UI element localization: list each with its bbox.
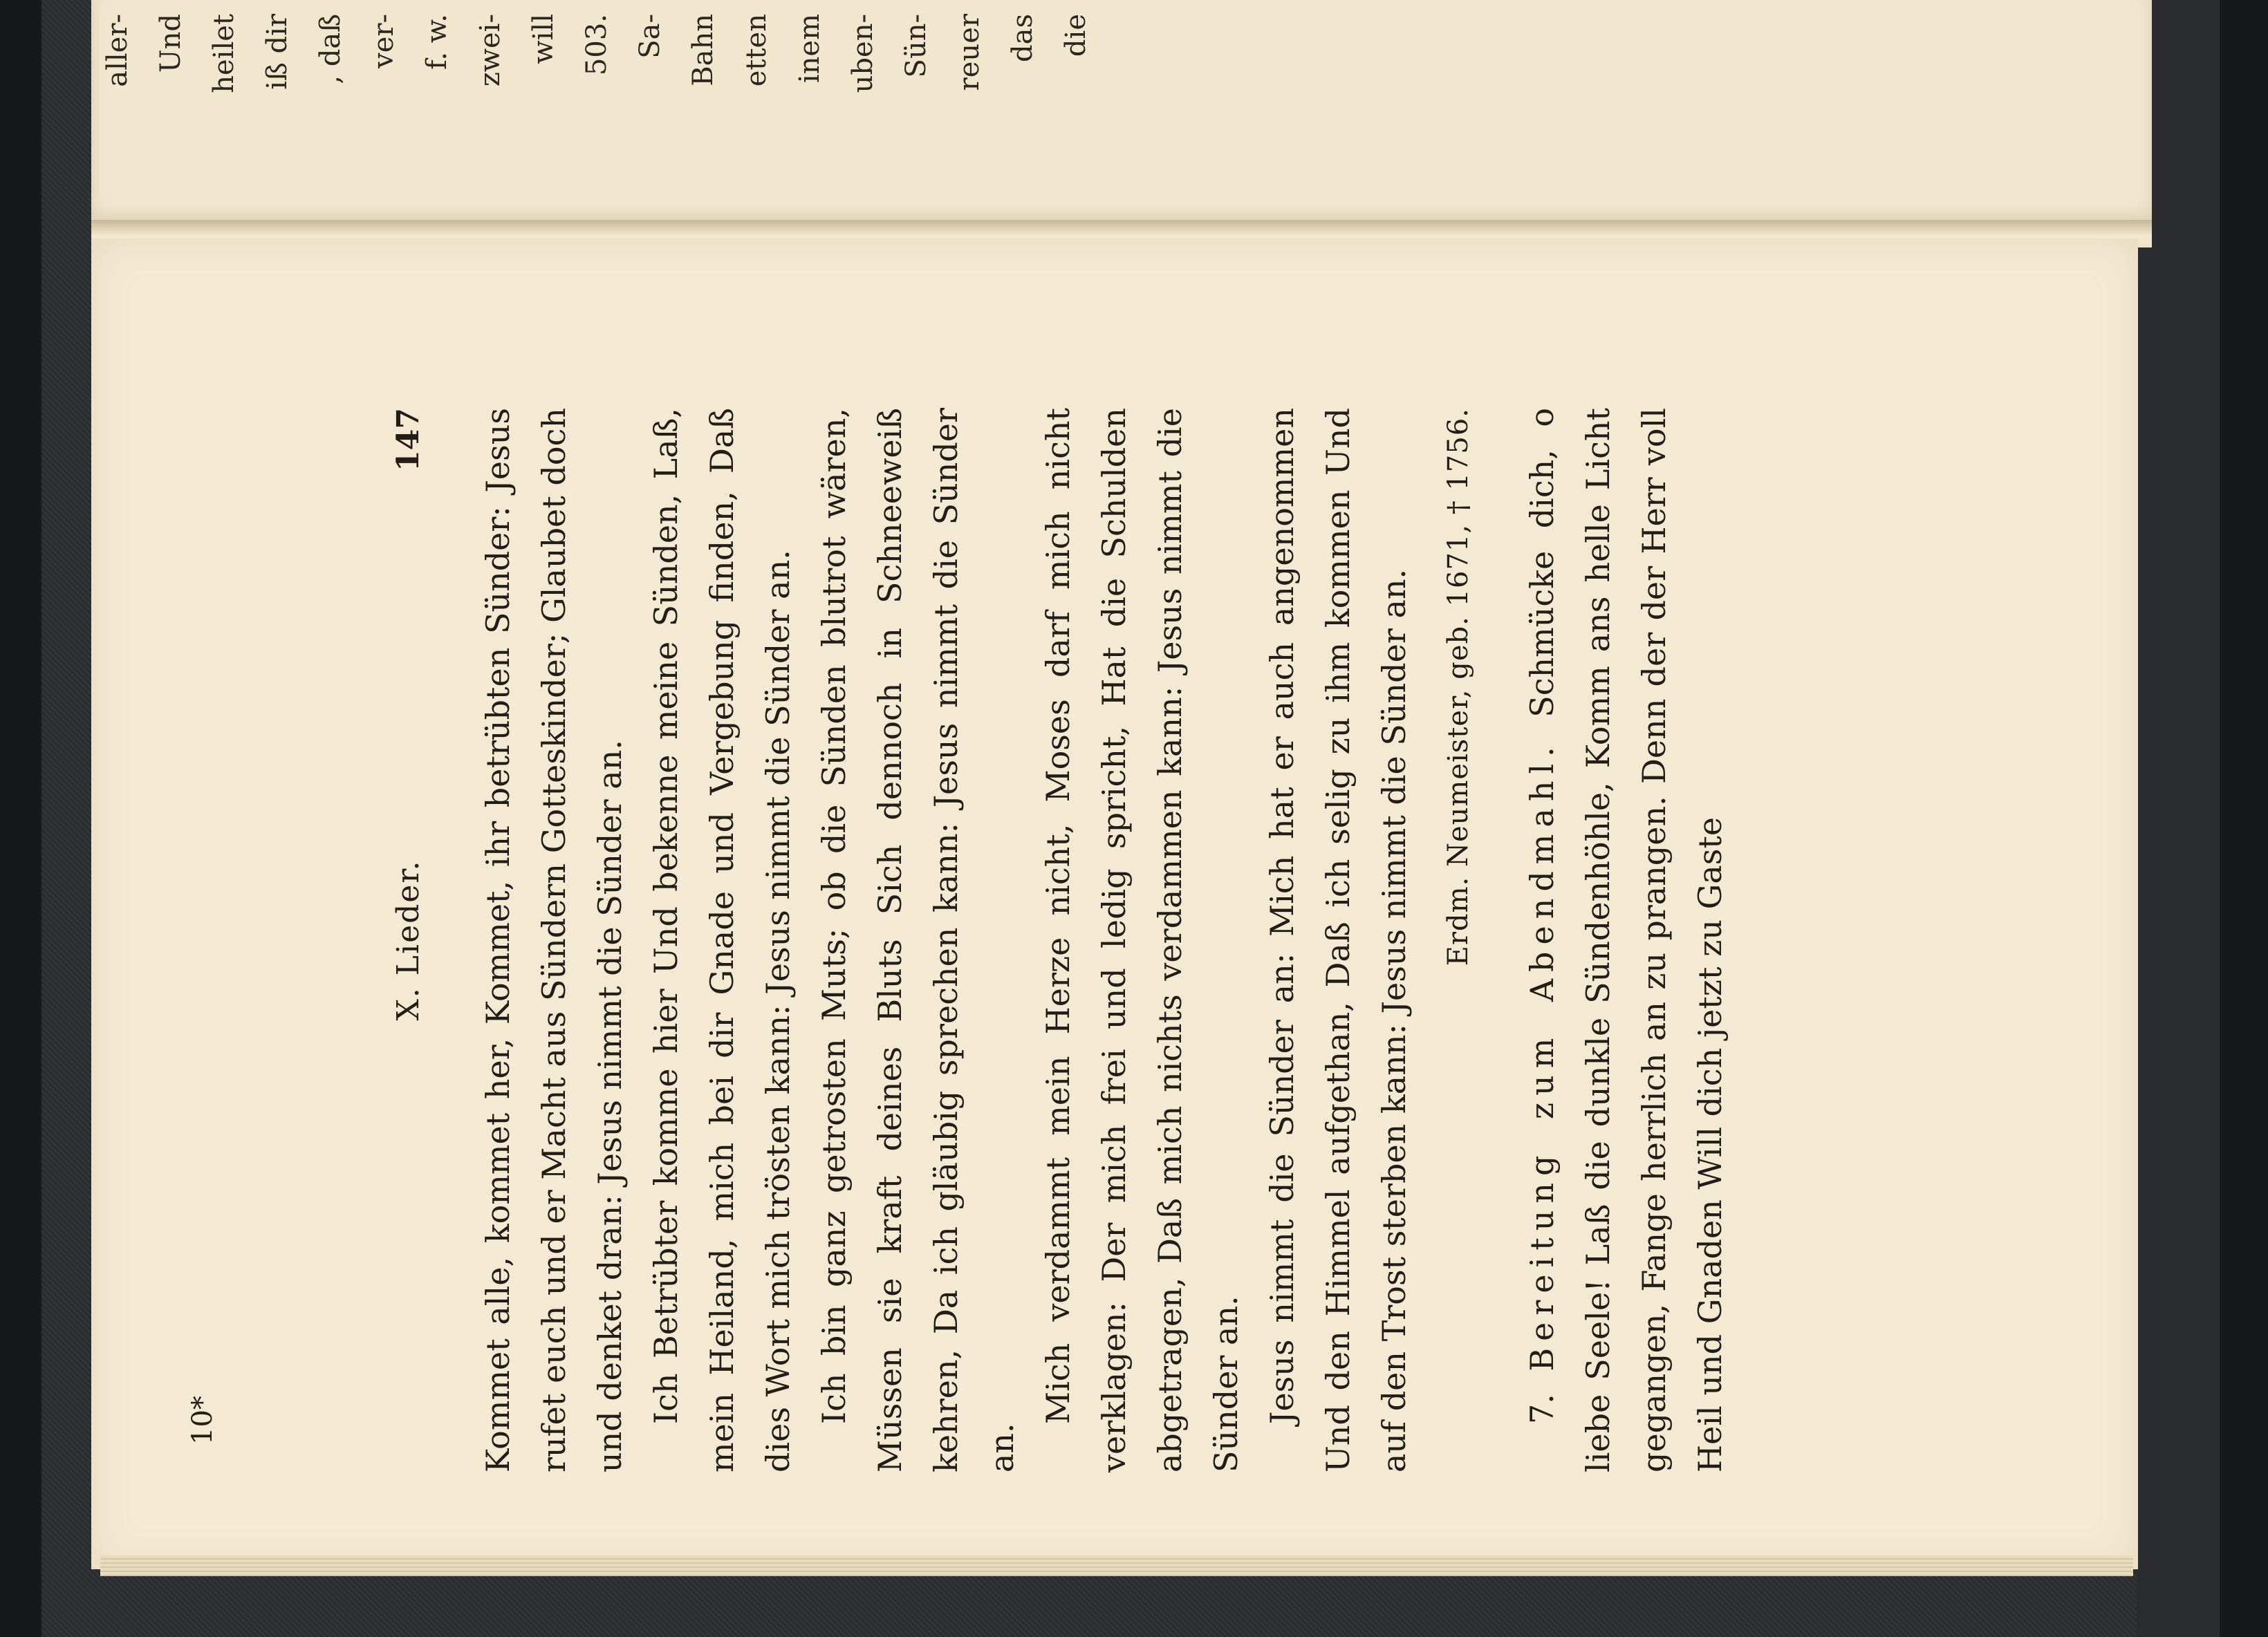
previous-page-text — [91, 0, 2152, 228]
verse-paragraph: Mich verdammt mein Herze nicht, Moses darf mich nicht verklagen: Der mich frei und ledig spricht, Hat die Schulden abgetragen, Daß mich nichts verdammen kann: Jesus nimmt die Sünder an. — [1039, 408, 1245, 1472]
prev-line: uben- — [847, 14, 879, 93]
verse-paragraph: Ich Betrübter komme hier Und bekenne meine Sünden, Laß, mein Heiland, mich bei dir Gnade und Vergebung finden, Daß dies Wort mich trösten kann: Jesus nimmt die Sünder an. — [647, 408, 797, 1472]
prev-line: heilet — [208, 14, 240, 93]
page-number: 147 — [391, 408, 426, 471]
prev-line: reuer — [954, 14, 985, 91]
prev-line: Sün- — [900, 14, 932, 78]
prev-line: aller- — [102, 14, 133, 87]
prev-line: Sa- — [634, 14, 666, 59]
verse-paragraph: Jesus nimmt die Sünder an: Mich hat er auch angenommen Und den Himmel aufgethan, Daß ich selig zu ihm kommen Und auf den Trost sterben kann: Jesus nimmt die Sünder an. — [1263, 408, 1413, 1472]
prev-line: Und — [155, 14, 187, 73]
prev-line: etten — [741, 14, 772, 87]
prev-line: zwei- — [474, 14, 506, 87]
verse-paragraph: Ich bin ganz getrosten Muts; ob die Sünden blutrot wären, Müssen sie kraft deines Bluts Sich dennoch in Schneeweiß kehren, Da ich gläubig sprechen kann: Jesus nimmt die Sünder an. — [815, 408, 1021, 1472]
prev-line: ver- — [368, 14, 400, 68]
prev-line: iß dir — [261, 14, 293, 90]
hymn-number: 7. — [1523, 1394, 1561, 1424]
verse-paragraph: Kommet alle, kommet her, Kommet, ihr betrübten Sünder: Jesus rufet euch und er Macht aus Sündern Gotteskinder; Glaubet doch und denket dran: Jesus nimmt die Sünder an. — [479, 408, 629, 1472]
prev-line: Bahn — [687, 14, 719, 86]
prev-line: inem — [794, 14, 826, 84]
page-edges — [100, 1555, 2133, 1576]
running-title: X. Lieder. — [391, 859, 426, 1021]
hymn-title: Bereitung zum Abendmahl. — [1523, 740, 1561, 1372]
signature-mark: 10* — [187, 1396, 219, 1445]
prev-line: das — [1007, 14, 1039, 62]
prev-line: will — [528, 14, 559, 64]
page-text-block — [380, 408, 1984, 1472]
page-header — [380, 408, 470, 1472]
hymn-text: Schmücke dich, o liebe Seele! Laß die dunkle Sündenhöhle, Komm ans helle Licht gegangen, Fange herrlich an zu prangen. Denn der der Herr voll Heil und Gnaden Will dich jetzt zu Gaste — [1523, 407, 1729, 1472]
prev-line: f. w. — [421, 14, 453, 71]
prev-line: 503. — [581, 14, 613, 76]
hymn-7-paragraph — [1514, 408, 1738, 1472]
prev-line: , daß — [315, 14, 346, 84]
prev-line: die — [1060, 14, 1092, 57]
hymn-author-line: Erdm. Neumeister, geb. 1671, † 1756. — [1442, 408, 1474, 966]
